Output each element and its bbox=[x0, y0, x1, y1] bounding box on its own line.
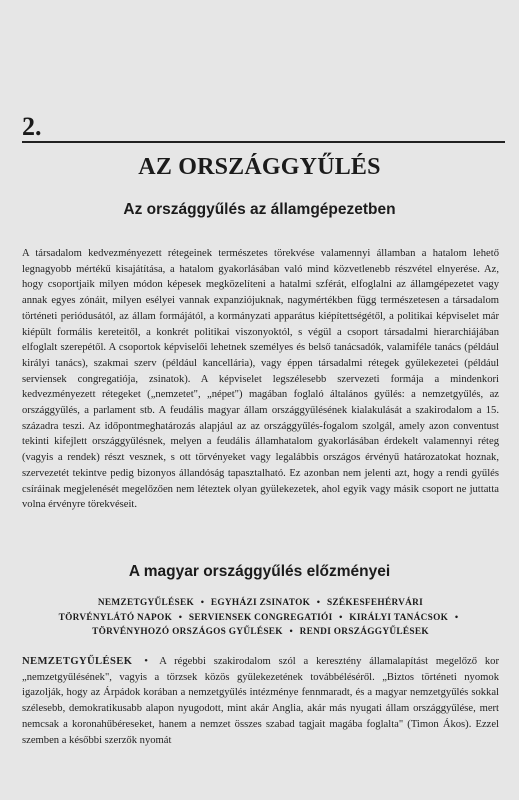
running-header-area bbox=[18, 34, 511, 44]
keyword-line-1 bbox=[22, 596, 499, 611]
keyword: EGYHÁZI ZSINATOK bbox=[210, 598, 311, 608]
chapter-title: AZ ORSZÁGGYŰLÉS bbox=[138, 154, 381, 180]
keyword-line-2 bbox=[22, 611, 499, 626]
chapter-number: 2. bbox=[22, 112, 42, 141]
chapter-rule bbox=[22, 141, 505, 143]
lead-separator: • bbox=[144, 656, 148, 667]
keyword-list bbox=[22, 596, 499, 640]
section-2-paragraph bbox=[22, 654, 499, 784]
lead-term: NEMZETGYŰLÉSEK bbox=[22, 656, 133, 667]
section-title-1: Az országgyűlés az államgépezetben bbox=[123, 201, 396, 218]
keyword-separator: • bbox=[454, 612, 459, 623]
keyword-separator: • bbox=[316, 598, 321, 608]
section-title-2: A magyar országgyűlés előzményei bbox=[128, 563, 391, 580]
keyword: RENDI ORSZÁGGYŰLÉSEK bbox=[299, 627, 429, 637]
keyword-separator: • bbox=[178, 612, 183, 623]
keyword-separator: • bbox=[339, 612, 343, 623]
keyword-separator: • bbox=[289, 627, 294, 637]
keyword: NEMZETGYŰLÉSEK bbox=[97, 598, 195, 608]
keyword: TÖRVÉNYLÁTÓ NAPOK bbox=[58, 612, 173, 623]
keyword: SZÉKESFEHÉRVÁRI bbox=[326, 598, 424, 608]
keyword: KIRÁLYI TANÁCSOK bbox=[349, 612, 449, 623]
keyword: SERVIENSEK CONGREGATIÓI bbox=[188, 612, 333, 623]
keyword: TÖRVÉNYHOZÓ ORSZÁGOS GYŰLÉSEK bbox=[92, 627, 283, 637]
section-1-paragraph: A társadalom kedvezményezett rétegeinek természetes törekvése valamennyi államban a hatalom lehető legnagyobb mértékű kisajátítása, a hatalom gyakorlásában való mind közvetlenebb részvétel elnyerése. Az, hogy csoportjaik milyen módon képesek megközelíteni a hatalmi szférát, elfoglalni az államgépezetet vagy annak egyes zónáit, milyen esélyei vannak expanziójuknak, nagymértékben függ természetesen a társadalom történeti periódusától, az állam formájától, a kormányzati apparátus kiépítettségétől, a politikai képviselet már kiépült formális kereteitől, a konkrét politikai viszonyoktól, s végül a csoport társadalmi hierarchiájában elfoglalt szerepétől. A csoportok képviselői lehetnek személyes és belső tanácsadók, valamiféle tanács (például királyi tanács), szakmai szerv (például kancellária), vagy éppen társadalmi rétegek gyülekezetei (például serviensek congregatiója, zsinatok). A képviselet legszélesebb szervezeti formája a mindenkori kedvezményezett rétegeket („nemzetet", „népet") magában foglaló általános gyűlés: a nemzetgyűlés, az országgyűlés, a parlament stb. A feudális magyar állam országgyűlésének kialakulását a szakirodalom a 15. századra teszi. Az időpontmeghatározás alapjául az az országgyűlés-fogalom szolgál, amely azon conventust tekinti kifejlett országgyűlésnek, melyen a feudális államhatalom gyakorlásában érdekelt valamennyi réteg (vagyis a rendek) részt vesznek, s ott törvényeket vagy legalábbis országos érvényű határozatokat hoznak, szervezetét tekintve pedig bizonyos állandóság tapasztalható. Ez azonban nem jelenti azt, hogy a rendi gyűlés csíráinak megjelenését megelőzően nem léteztek olyan gyülekezetek, ahol egyik vagy másik csoport ne juttatta volna érvényre törekvéseit. bbox=[22, 248, 499, 511]
keyword-line-3 bbox=[22, 625, 499, 640]
section-2-text: A régebbi szakirodalom szól a keresztény államalapítást megelőző kor „nemzetgyűlésének", vagyis a törzsek közös gyülekezetének továbbéléséről. „Biztos történeti nyomok igazolják, hogy az Árpádok korában a nemzetgyűlés intézménye fennmaradt, és a magyar nemzetgyűlés sokkal szélesebb, demokratikusabb alapon nyugodott, mint akár Anglia, akár más nyugati állam országgyűlése, mert nemcsak a koronahűbéreseket, hanem a nemzet összes szabad tagjait magába foglalta" (Timon Ákos). Ezzel szemben a későbbi szerzők nyomát bbox=[22, 656, 499, 746]
keyword-separator: • bbox=[200, 598, 205, 608]
